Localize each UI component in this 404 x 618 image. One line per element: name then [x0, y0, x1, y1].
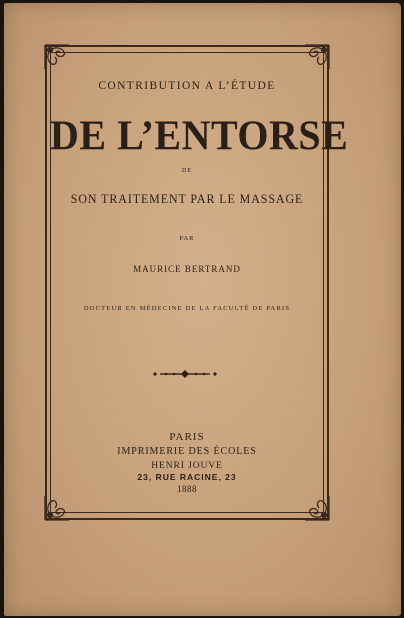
contribution-line: CONTRIBUTION A L’ÉTUDE [98, 80, 276, 92]
connector-word: DE [182, 168, 192, 174]
ornamental-divider-icon [152, 366, 218, 376]
imprint-printer: IMPRIMERIE DES ÉCOLES [117, 446, 257, 457]
imprint-year: 1888 [177, 484, 197, 494]
subtitle: SON TRAITEMENT PAR LE MASSAGE [70, 191, 304, 206]
author-name: MAURICE BERTRAND [133, 264, 241, 274]
imprint-address: 23, RUE RACINE, 23 [137, 472, 237, 482]
corner-flourish-icon [42, 493, 72, 523]
author-qualification: DOCTEUR EN MÉDECINE DE LA FACULTÉ DE PARIS [83, 305, 291, 312]
main-title: DE L’ENTORSE [50, 111, 349, 160]
by-line: PAR [179, 235, 195, 242]
corner-flourish-icon [302, 42, 332, 72]
imprint-publisher: HENRI JOUVE [151, 461, 223, 471]
imprint-city: PARIS [169, 431, 205, 443]
corner-flourish-icon [42, 42, 72, 72]
corner-flourish-icon [302, 493, 332, 523]
